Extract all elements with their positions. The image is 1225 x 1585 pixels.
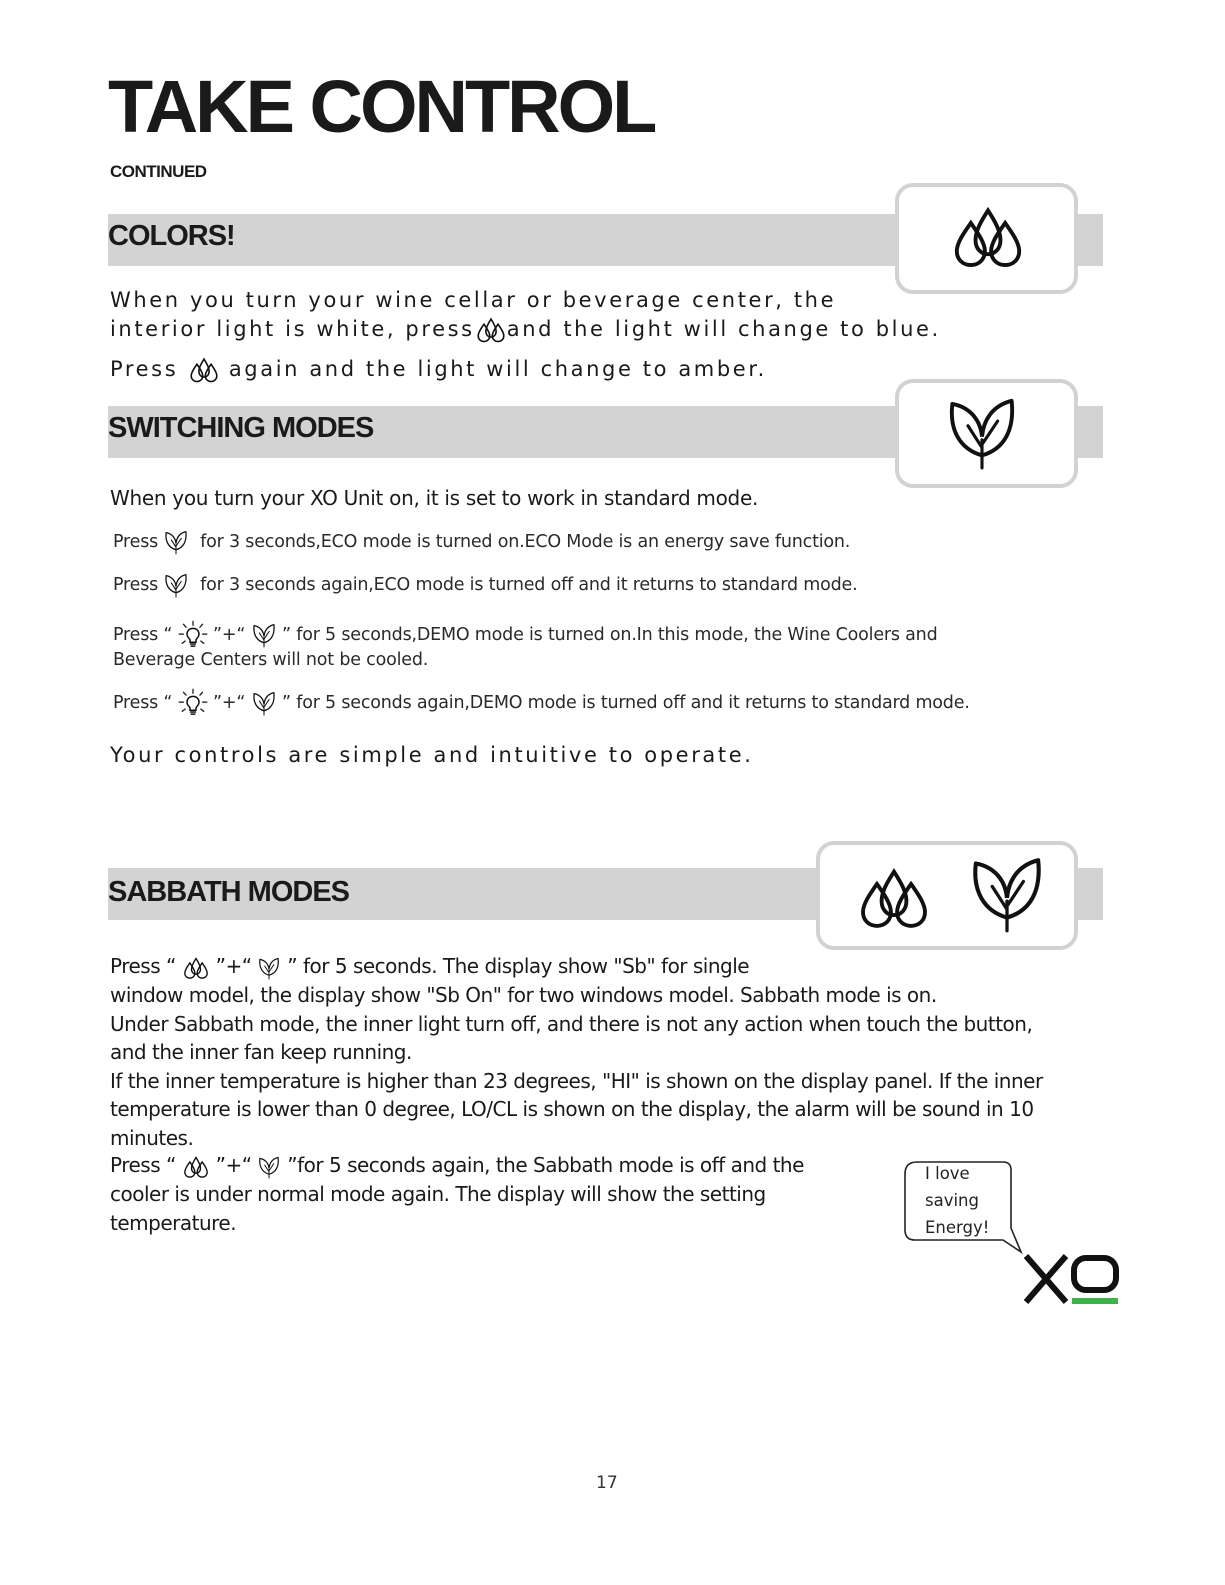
modes-closing: Your controls are simple and intuitive to operate. — [110, 743, 754, 767]
speech-bubble-line-2: saving — [925, 1191, 979, 1210]
demo-on-text: ” for 5 seconds,DEMO mode is turned on.In this mode, the Wine Coolers and — [282, 625, 938, 645]
sabbath-icon-box — [816, 841, 1078, 950]
drops-icon — [182, 1155, 210, 1179]
drops-icon — [182, 956, 210, 980]
leaf-icon — [257, 1155, 281, 1179]
sabbath-line-1-press: Press “ — [110, 954, 176, 978]
sabbath-line-1-plus: ”+“ — [215, 954, 252, 978]
eco-on-press: Press — [113, 532, 159, 552]
demo-on-plus: ”+“ — [213, 625, 246, 645]
colors-line-2-end: and the light will change to blue. — [506, 317, 941, 341]
leaf-icon — [163, 529, 189, 555]
drops-icon — [188, 357, 220, 383]
drops-icon — [949, 205, 1027, 269]
eco-off-text: for 3 seconds again,ECO mode is turned off and it returns to standard mode. — [200, 575, 858, 595]
colors-line-2-start: interior light is white, press — [110, 317, 475, 341]
eco-off-line — [113, 572, 857, 598]
colors-heading: COLORS! — [108, 220, 235, 252]
sabbath-line-1 — [110, 954, 749, 980]
leaf-icon — [251, 622, 277, 648]
colors-line-2 — [110, 317, 941, 343]
sabbath-line-3: Under Sabbath mode, the inner light turn off, and there is not any action when touch the button, — [110, 1012, 1033, 1036]
sabbath-line-1-text: ” for 5 seconds. The display show "Sb" for single — [287, 954, 750, 978]
demo-on-line-2: Beverage Centers will not be cooled. — [113, 650, 429, 670]
light-bulb-icon — [178, 688, 208, 718]
eco-off-press: Press — [113, 575, 159, 595]
colors-line-3 — [110, 357, 767, 383]
speech-bubble-text — [925, 1160, 989, 1241]
sabbath-line-8-press: Press “ — [110, 1153, 176, 1177]
demo-on-line — [113, 620, 938, 650]
sabbath-line-5: If the inner temperature is higher than 23 degrees, "HI" is shown on the display panel. If the inner — [110, 1069, 1043, 1093]
page-number: 17 — [596, 1473, 618, 1493]
colors-line-3-start: Press — [110, 357, 179, 381]
leaf-icon — [943, 391, 1021, 473]
eco-on-line — [113, 529, 850, 555]
drops-icon — [846, 867, 942, 929]
sabbath-line-4: and the inner fan keep running. — [110, 1040, 412, 1064]
demo-off-line — [113, 688, 970, 718]
light-bulb-icon — [178, 620, 208, 650]
leaf-icon — [966, 851, 1048, 935]
leaf-icon — [257, 956, 281, 980]
sabbath-line-6: temperature is lower than 0 degree, LO/CL is shown on the display, the alarm will be sound in 10 — [110, 1097, 1034, 1121]
xo-logo — [1022, 1252, 1122, 1310]
sabbath-line-9: cooler is under normal mode again. The display will show the setting — [110, 1182, 766, 1206]
drops-icon — [475, 317, 507, 343]
sabbath-line-8 — [110, 1153, 804, 1179]
colors-line-3-end: again and the light will change to amber. — [228, 357, 767, 381]
leaf-icon — [251, 690, 277, 716]
page-title: TAKE CONTROL — [108, 65, 655, 148]
colors-icon-box — [895, 183, 1078, 294]
speech-bubble-line-1: I love — [925, 1164, 970, 1183]
colors-line-1: When you turn your wine cellar or beverage center, the — [110, 288, 837, 312]
sabbath-line-8-plus: ”+“ — [215, 1153, 252, 1177]
modes-heading: SWITCHING MODES — [108, 412, 374, 444]
demo-on-press: Press “ — [113, 625, 173, 645]
sabbath-line-7: minutes. — [110, 1126, 194, 1150]
sabbath-line-8-text: ”for 5 seconds again, the Sabbath mode is off and the — [287, 1153, 804, 1177]
speech-bubble-line-3: Energy! — [925, 1218, 990, 1237]
modes-intro: When you turn your XO Unit on, it is set to work in standard mode. — [110, 486, 759, 510]
sabbath-line-10: temperature. — [110, 1211, 237, 1235]
modes-icon-box — [895, 379, 1078, 488]
demo-off-plus: ”+“ — [213, 693, 246, 713]
page-subtitle: CONTINUED — [110, 162, 207, 181]
eco-on-text: for 3 seconds,ECO mode is turned on.ECO Mode is an energy save function. — [200, 532, 851, 552]
sabbath-heading: SABBATH MODES — [108, 876, 350, 908]
sabbath-line-2: window model, the display show "Sb On" for two windows model. Sabbath mode is on. — [110, 983, 937, 1007]
demo-off-press: Press “ — [113, 693, 173, 713]
leaf-icon — [163, 572, 189, 598]
demo-off-text: ” for 5 seconds again,DEMO mode is turned off and it returns to standard mode. — [282, 693, 970, 713]
